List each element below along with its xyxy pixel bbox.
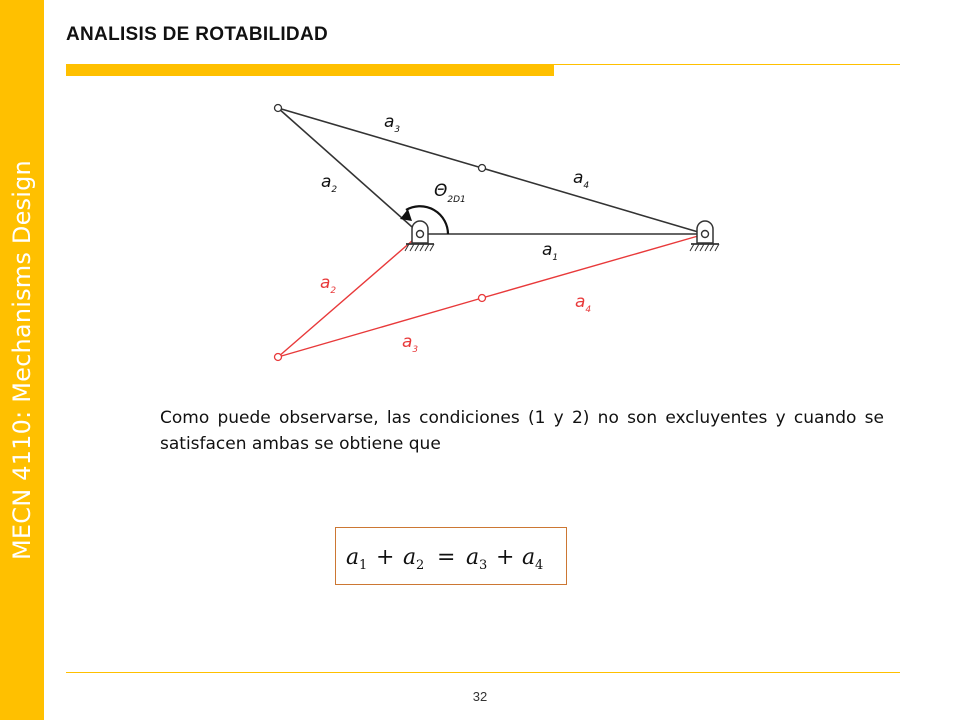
formula-rhs-1-sub: 3 — [479, 558, 488, 573]
formula-lhs-2: a — [403, 545, 417, 570]
link-a4-black — [482, 168, 705, 234]
label-a4-black: $a_4$ — [573, 168, 590, 191]
angle-arrow-icon — [400, 209, 412, 221]
link-a2-red — [278, 234, 420, 357]
label-theta: $\Theta_{2D1}$ — [434, 181, 466, 205]
formula-box — [335, 527, 567, 585]
formula-lhs-1-sub: 1 — [359, 558, 368, 573]
formula — [336, 528, 566, 584]
footer-rule — [66, 672, 900, 673]
title-underline-thick — [66, 64, 554, 76]
label-a1: $a_1$ — [542, 240, 559, 263]
link-a4-red — [482, 234, 705, 298]
page-number: 32 — [472, 689, 488, 704]
formula-rhs-2-sub: 4 — [535, 558, 544, 573]
label-a3-black: $a_3$ — [384, 112, 401, 135]
formula-rhs-1: a — [466, 545, 480, 570]
body-paragraph: Como puede observarse, las condiciones (1 y 2) no son excluyentes y cuando se satisfacen ambas se obtiene que — [160, 408, 884, 454]
label-a2-red: $a_2$ — [320, 273, 337, 296]
joint-mid-black — [479, 165, 486, 172]
joint-bottom-red — [275, 354, 282, 361]
joint-top — [275, 105, 282, 112]
link-a3-black — [278, 108, 482, 168]
sidebar-band — [0, 0, 44, 720]
slide-title: ANALISIS DE ROTABILIDAD — [66, 24, 328, 45]
formula-lhs-2-sub: 2 — [416, 558, 425, 573]
label-a3-red: $a_3$ — [402, 332, 419, 355]
title-underline-thin — [554, 64, 900, 65]
label-a4-red: $a_4$ — [575, 292, 592, 315]
link-a3-red — [278, 298, 482, 357]
formula-plus-2: + — [496, 545, 515, 570]
joint-mid-red — [479, 295, 486, 302]
formula-lhs-1: a — [346, 545, 360, 570]
formula-plus-1: + — [376, 545, 395, 570]
course-title: MECN 4110: Mechanisms Design — [8, 160, 36, 560]
ground-pivot-right-icon — [690, 221, 719, 251]
formula-rhs-2: a — [522, 545, 536, 570]
four-bar-diagram — [250, 95, 730, 380]
label-a2-black: $a_2$ — [321, 172, 338, 195]
formula-equals: = — [437, 545, 456, 570]
